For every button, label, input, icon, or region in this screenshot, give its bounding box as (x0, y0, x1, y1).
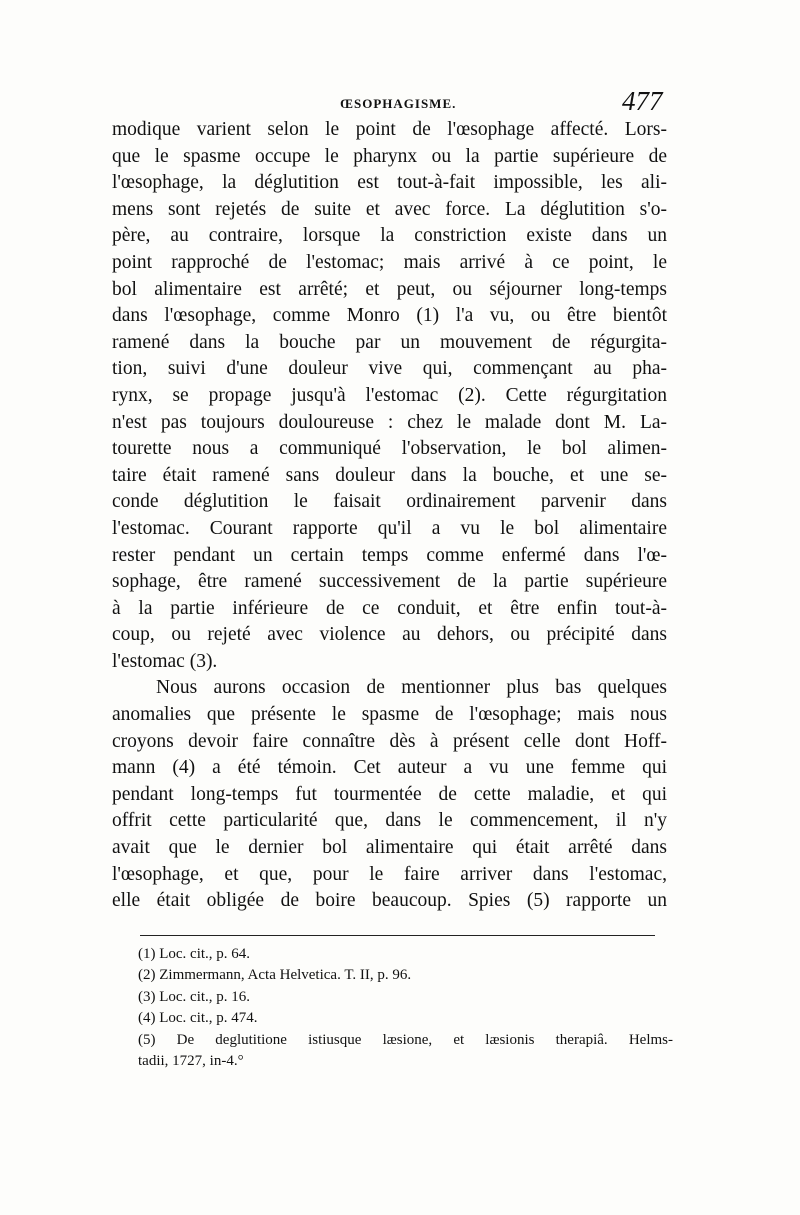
footnote-2: (2) Zimmermann, Acta Helvetica. T. II, p. 96. (138, 967, 412, 984)
body-line: point rapproché de l'estomac; mais arrivé à ce point, le (112, 251, 667, 273)
body-line: à la partie inférieure de ce conduit, et être enfin tout-à- (112, 597, 667, 619)
body-line: conde déglutition le faisait ordinairement parvenir dans (112, 491, 667, 513)
body-text (112, 117, 667, 915)
body-line: dans l'œsophage, comme Monro (1) l'a vu, ou être bientôt (112, 305, 667, 327)
footnote-3: (3) Loc. cit., p. 16. (138, 988, 251, 1005)
footnotes (138, 944, 673, 1072)
paragraph-start-line: Nous aurons occasion de mentionner plus bas quelques (156, 677, 667, 699)
body-line: coup, ou rejeté avec violence au dehors, ou précipité dans (112, 624, 667, 646)
body-line: mens sont rejetés de suite et avec force. La déglutition s'o- (112, 198, 667, 220)
body-line: anomalies que présente le spasme de l'œsophage; mais nous (112, 704, 667, 726)
body-line: ramené dans la bouche par un mouvement de régurgita- (112, 331, 667, 353)
body-line: sophage, être ramené successivement de la partie supérieure (112, 571, 667, 593)
footnote-5-continuation: tadii, 1727, in-4.° (138, 1052, 244, 1069)
body-line: taire était ramené sans douleur dans la bouche, et une se- (112, 464, 667, 486)
body-line: père, au contraire, lorsque la constriction existe dans un (112, 225, 667, 247)
body-line: pendant long-temps fut tourmentée de cette maladie, et qui (112, 783, 667, 805)
running-title: ŒSOPHAGISME. (340, 96, 457, 111)
footnote-divider (140, 935, 655, 936)
body-line: avait que le dernier bol alimentaire qui était arrêté dans (112, 837, 667, 859)
body-line: l'œsophage, la déglutition est tout-à-fait impossible, les ali- (112, 172, 667, 194)
footnote-4: (4) Loc. cit., p. 474. (138, 1010, 258, 1027)
footnote-1: (1) Loc. cit., p. 64. (138, 946, 251, 962)
body-line: tion, suivi d'une douleur vive qui, commençant au pha- (112, 358, 667, 380)
body-line: elle était obligée de boire beaucoup. Spies (5) rapporte un (112, 890, 667, 912)
body-line: croyons devoir faire connaître dès à présent celle dont Hoff- (112, 730, 667, 752)
page-number: 477 (622, 86, 663, 116)
body-line: mann (4) a été témoin. Cet auteur a vu une femme qui (112, 757, 667, 779)
body-line: n'est pas toujours douloureuse : chez le malade dont M. La- (112, 411, 667, 433)
body-line: que le spasme occupe le pharynx ou la partie supérieure de (112, 145, 667, 167)
body-line: l'œsophage, et que, pour le faire arriver dans l'estomac, (112, 863, 667, 885)
paragraph-end-line: l'estomac (3). (112, 650, 218, 672)
body-line: rynx, se propage jusqu'à l'estomac (2). Cette régurgitation (112, 384, 667, 406)
body-line: offrit cette particularité que, dans le commencement, il n'y (112, 810, 667, 832)
body-line: rester pendant un certain temps comme enfermé dans l'œ- (112, 544, 667, 566)
footnote-5: (5) De deglutitione istiusque læsione, et læsionis therapiâ. Helms- (138, 1031, 673, 1048)
body-line: tourette nous a communiqué l'observation, le bol alimen- (112, 438, 667, 460)
body-line: l'estomac. Courant rapporte qu'il a vu le bol alimentaire (112, 517, 667, 539)
body-line: bol alimentaire est arrêté; et peut, ou séjourner long-temps (112, 278, 667, 300)
body-line: modique varient selon le point de l'œsophage affecté. Lors- (112, 119, 667, 140)
